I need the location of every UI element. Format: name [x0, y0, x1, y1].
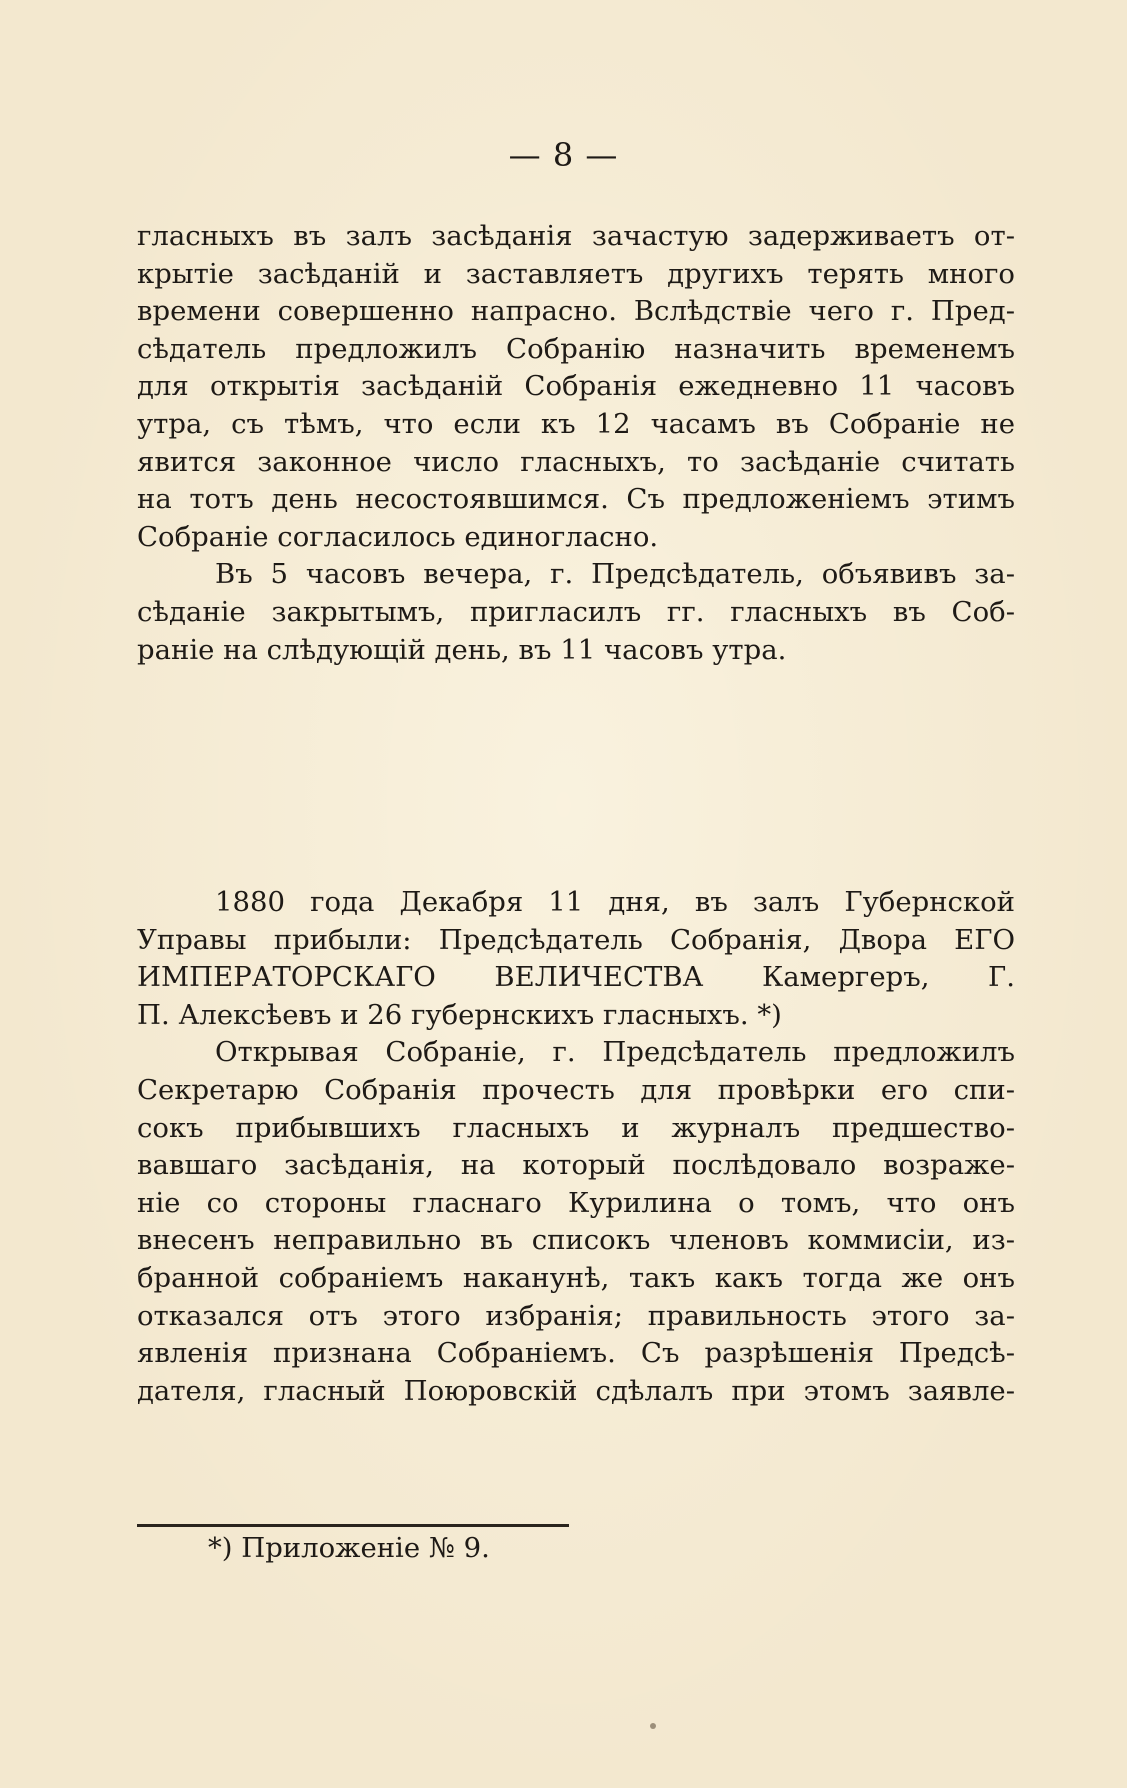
text-line: вавшаго засѣданія, на который послѣдовало возраже- [137, 1149, 1015, 1182]
text-line: для открытія засѣданій Собранія ежедневно 11 часовъ [137, 370, 1015, 403]
footnote: *) Приложеніе № 9. [208, 1532, 490, 1564]
text-line: явится законное число гласныхъ, то засѣданіе считать [137, 445, 1015, 478]
text-line: сѣданіе закрытымъ, пригласилъ гг. гласныхъ въ Соб- [137, 595, 1015, 628]
text-line: крытіе засѣданій и заставляетъ другихъ терять много [137, 257, 1015, 290]
page-number: — 8 — [508, 136, 619, 174]
text-line: дателя, гласный Поюровскій сдѣлалъ при этомъ заявле- [137, 1374, 1015, 1407]
text-line: отказался отъ этого избранія; правильность этого за- [137, 1299, 1015, 1332]
text-line: сѣдатель предложилъ Собранію назначить временемъ [137, 332, 1015, 365]
text-line: утра, съ тѣмъ, что если къ 12 часамъ въ Собраніе не [137, 407, 1015, 440]
text-line: Секретарю Собранія прочесть для провѣрки его спи- [137, 1073, 1015, 1106]
text-line: времени совершенно напрасно. Вслѣдствіе чего г. Пред- [137, 295, 1015, 328]
footnote-divider [137, 1524, 569, 1527]
text-line: Управы прибыли: Предсѣдатель Собранія, Двора ЕГО [137, 923, 1015, 956]
page-speck [650, 1723, 656, 1729]
paragraph-assembly-opening-time [137, 218, 1015, 556]
text-block-upper [137, 218, 1015, 669]
text-line: явленія признана Собраніемъ. Съ разрѣшенія Предсѣ- [137, 1337, 1015, 1370]
paragraph-december-session [137, 884, 1015, 1034]
text-line: на тотъ день несостоявшимся. Съ предложеніемъ этимъ [137, 483, 1015, 516]
text-line: 1880 года Декабря 11 дня, въ залъ Губернской [215, 886, 1015, 918]
text-line: бранной собраніемъ наканунѣ, такъ какъ тогда же онъ [137, 1261, 1015, 1294]
paragraph-opening-remarks [137, 1034, 1015, 1410]
text-line: сокъ прибывшихъ гласныхъ и журналъ предшество- [137, 1111, 1015, 1144]
text-line: раніе на слѣдующій день, въ 11 часовъ утра. [137, 633, 787, 666]
text-line: Открывая Собраніе, г. Предсѣдатель предложилъ [215, 1036, 1015, 1069]
text-line: Въ 5 часовъ вечера, г. Предсѣдатель, объявивъ за- [215, 558, 1015, 591]
text-line: гласныхъ въ залъ засѣданія зачастую задерживаетъ от- [137, 220, 1015, 252]
text-line: ИМПЕРАТОРСКАГО ВЕЛИЧЕСТВА Камергеръ, Г. [137, 961, 1015, 994]
text-line: ніе со стороны гласнаго Курилина о томъ, что онъ [137, 1186, 1015, 1219]
paragraph-session-closing [137, 556, 1015, 669]
text-block-lower [137, 884, 1015, 1410]
text-line: Собраніе согласилось единогласно. [137, 520, 659, 553]
text-line: внесенъ неправильно въ списокъ членовъ коммисіи, из- [137, 1224, 1015, 1257]
text-line: П. Алексѣевъ и 26 губернскихъ гласныхъ. *) [137, 998, 782, 1031]
